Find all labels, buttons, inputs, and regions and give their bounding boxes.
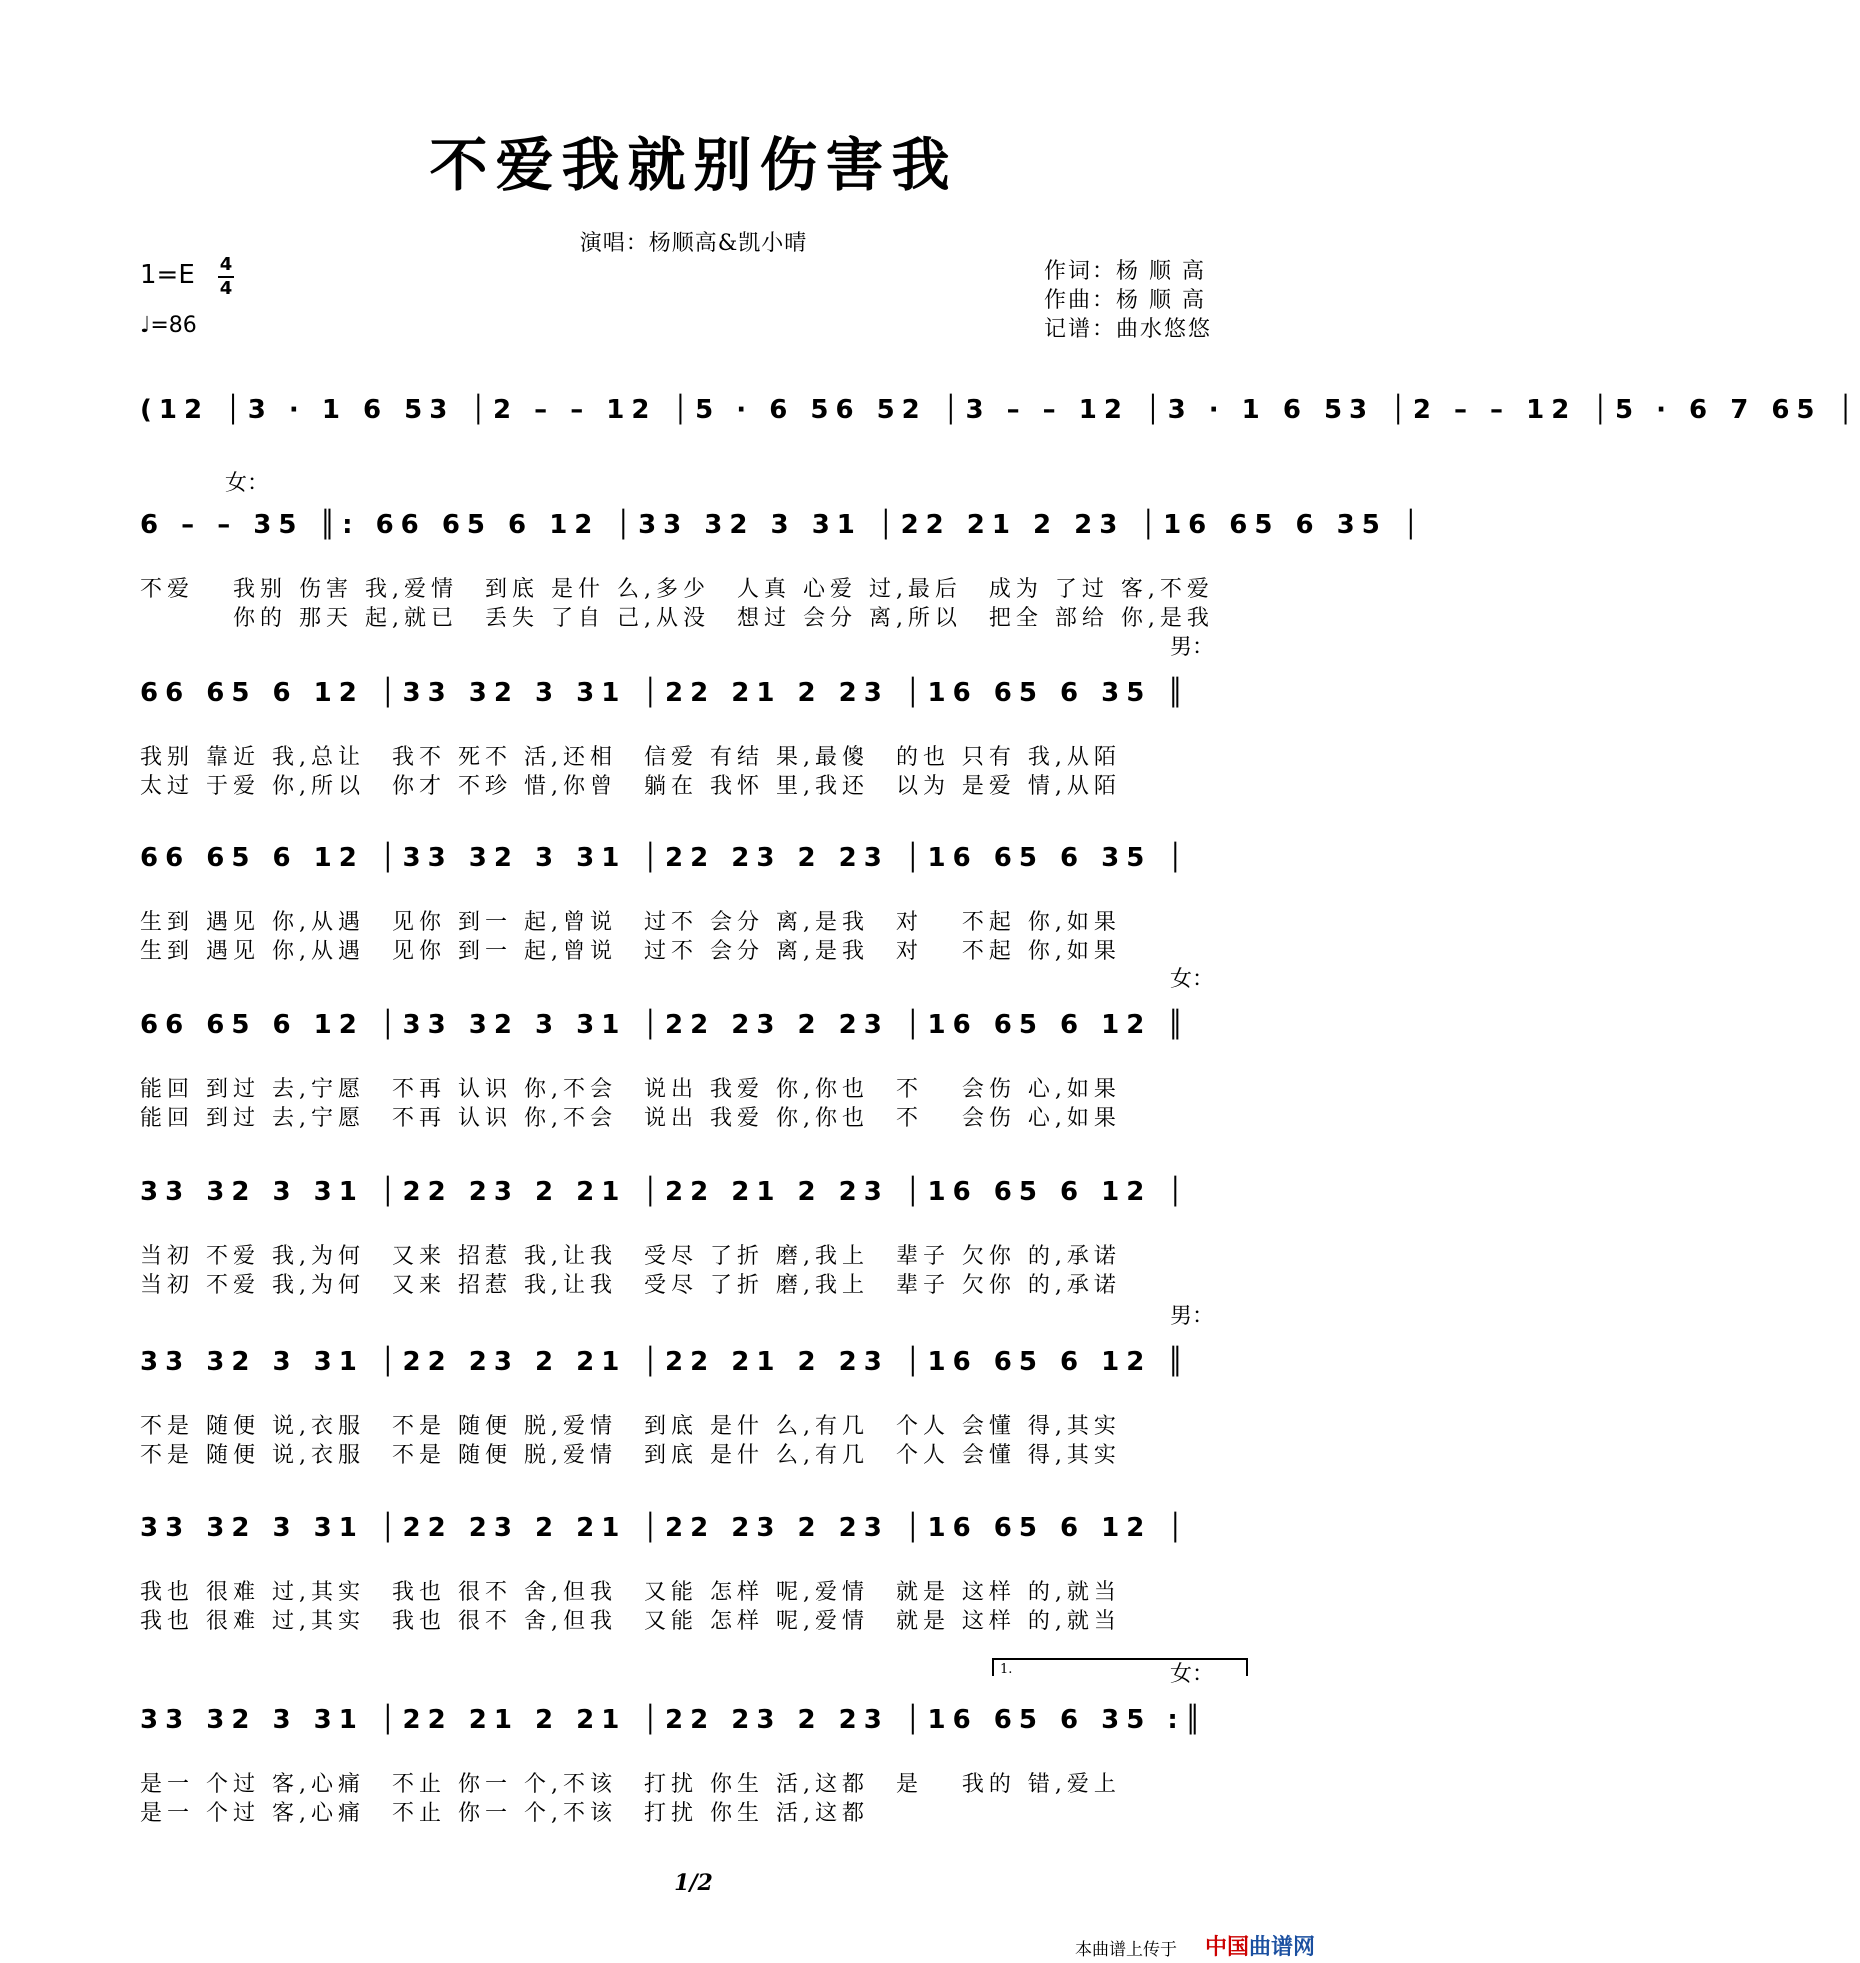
transcriber: 记谱：曲水悠悠 — [1044, 317, 1213, 342]
lyric-line: 能回 到过 去,宁愿 不再 认识 你,不会 说出 我爱 你,你也 不 会伤 心,如果 — [140, 1106, 1121, 1131]
lyric-line: 不是 随便 说,衣服 不是 随便 脱,爱情 到底 是什 么,有几 个人 会懂 得,其实 — [140, 1443, 1121, 1468]
key-signature: 1=E — [140, 260, 195, 290]
meter-top: 4 — [219, 254, 233, 275]
lyric-line: 当初 不爱 我,为何 又来 招惹 我,让我 受尽 了折 磨,我上 辈子 欠你 的,承诺 — [140, 1244, 1121, 1269]
first-ending-bracket — [992, 1658, 1248, 1676]
lyric-line: 不是 随便 说,衣服 不是 随便 脱,爱情 到底 是什 么,有几 个人 会懂 得,其实 — [140, 1414, 1121, 1439]
song-title: 不爱我就别伤害我 — [429, 131, 958, 199]
logo-part2: 曲谱网 — [1249, 1935, 1316, 1960]
lyric-line: 我也 很难 过,其实 我也 很不 舍,但我 又能 怎样 呢,爱情 就是 这样 的,就当 — [140, 1580, 1121, 1605]
voice-label: 女： — [1170, 1662, 1215, 1687]
lyric-line: 生到 遇见 你,从遇 见你 到一 起,曾说 过不 会分 离,是我 对 不起 你,如果 — [140, 910, 1121, 935]
voice-label: 男： — [1170, 1304, 1215, 1329]
composer: 作曲：杨 顺 高 — [1044, 288, 1206, 313]
site-logo — [1205, 1930, 1315, 1961]
meter-bottom: 4 — [219, 278, 233, 299]
notation-line: 33 32 3 31 │22 23 2 21 │22 21 2 23 │16 65 6 12 ║ — [140, 1347, 1190, 1377]
notation-line: 33 32 3 31 │22 21 2 21 │22 23 2 23 │16 65 6 35 :║ — [140, 1705, 1208, 1735]
lyric-line: 能回 到过 去,宁愿 不再 认识 你,不会 说出 我爱 你,你也 不 会伤 心,如果 — [140, 1077, 1121, 1102]
notation-line: (12 │3 · 1 6 53 │2 – – 12 │5 · 6 56 52 │3 – – 12 │3 · 1 6 53 │2 – – 12 │5 · 6 7 65 │ — [140, 395, 1860, 425]
notation-line: 33 32 3 31 │22 23 2 21 │22 21 2 23 │16 65 6 12 │ — [140, 1177, 1190, 1207]
lyric-line: 是一 个过 客,心痛 不止 你一 个,不该 打扰 你生 活,这都 是 我的 错,爱上 — [140, 1772, 1121, 1797]
voice-label: 女： — [225, 471, 270, 496]
lyric-line: 我别 靠近 我,总让 我不 死不 活,还相 信爱 有结 果,最傻 的也 只有 我,从陌 — [140, 745, 1121, 770]
lyric-line: 不爱 我别 伤害 我,爱情 到底 是什 么,多少 人真 心爱 过,最后 成为 了过 客,不爱 — [140, 577, 1214, 602]
lyric-line: 生到 遇见 你,从遇 见你 到一 起,曾说 过不 会分 离,是我 对 不起 你,如果 — [140, 939, 1121, 964]
lyricist: 作词：杨 顺 高 — [1044, 259, 1206, 284]
page-number: 1/2 — [674, 1870, 713, 1896]
lyric-line: 当初 不爱 我,为何 又来 招惹 我,让我 受尽 了折 磨,我上 辈子 欠你 的,承诺 — [140, 1273, 1121, 1298]
notation-line: 66 65 6 12 │33 32 3 31 │22 23 2 23 │16 65 6 35 │ — [140, 843, 1190, 873]
volta-label: 1. — [1000, 1662, 1013, 1677]
notation-line: 66 65 6 12 │33 32 3 31 │22 23 2 23 │16 65 6 12 ║ — [140, 1010, 1190, 1040]
time-signature — [218, 255, 234, 299]
voice-label: 女： — [1170, 967, 1215, 992]
lyric-line: 是一 个过 客,心痛 不止 你一 个,不该 打扰 你生 活,这都 — [140, 1801, 869, 1826]
tempo-marking: ♩=86 — [140, 313, 197, 338]
notation-line: 66 65 6 12 │33 32 3 31 │22 21 2 23 │16 65 6 35 ║ — [140, 678, 1190, 708]
upload-note: 本曲谱上传于 — [1075, 1940, 1177, 1960]
voice-label: 男： — [1170, 635, 1215, 660]
lyric-line: 太过 于爱 你,所以 你才 不珍 惜,你曾 躺在 我怀 里,我还 以为 是爱 情,从陌 — [140, 774, 1121, 799]
lyric-line: 我也 很难 过,其实 我也 很不 舍,但我 又能 怎样 呢,爱情 就是 这样 的,就当 — [140, 1609, 1121, 1634]
notation-line: 33 32 3 31 │22 23 2 21 │22 23 2 23 │16 65 6 12 │ — [140, 1513, 1190, 1543]
logo-part1: 中国 — [1205, 1935, 1250, 1960]
credits — [1044, 257, 1212, 344]
notation-line: 6 – – 35 ║: 66 65 6 12 │33 32 3 31 │22 21 2 23 │16 65 6 35 │ — [140, 510, 1426, 540]
singers: 演唱：杨顺高&凯小晴 — [579, 231, 808, 256]
lyric-line: 你的 那天 起,就已 丢失 了自 己,从没 想过 会分 离,所以 把全 部给 你,是我 — [140, 606, 1214, 631]
